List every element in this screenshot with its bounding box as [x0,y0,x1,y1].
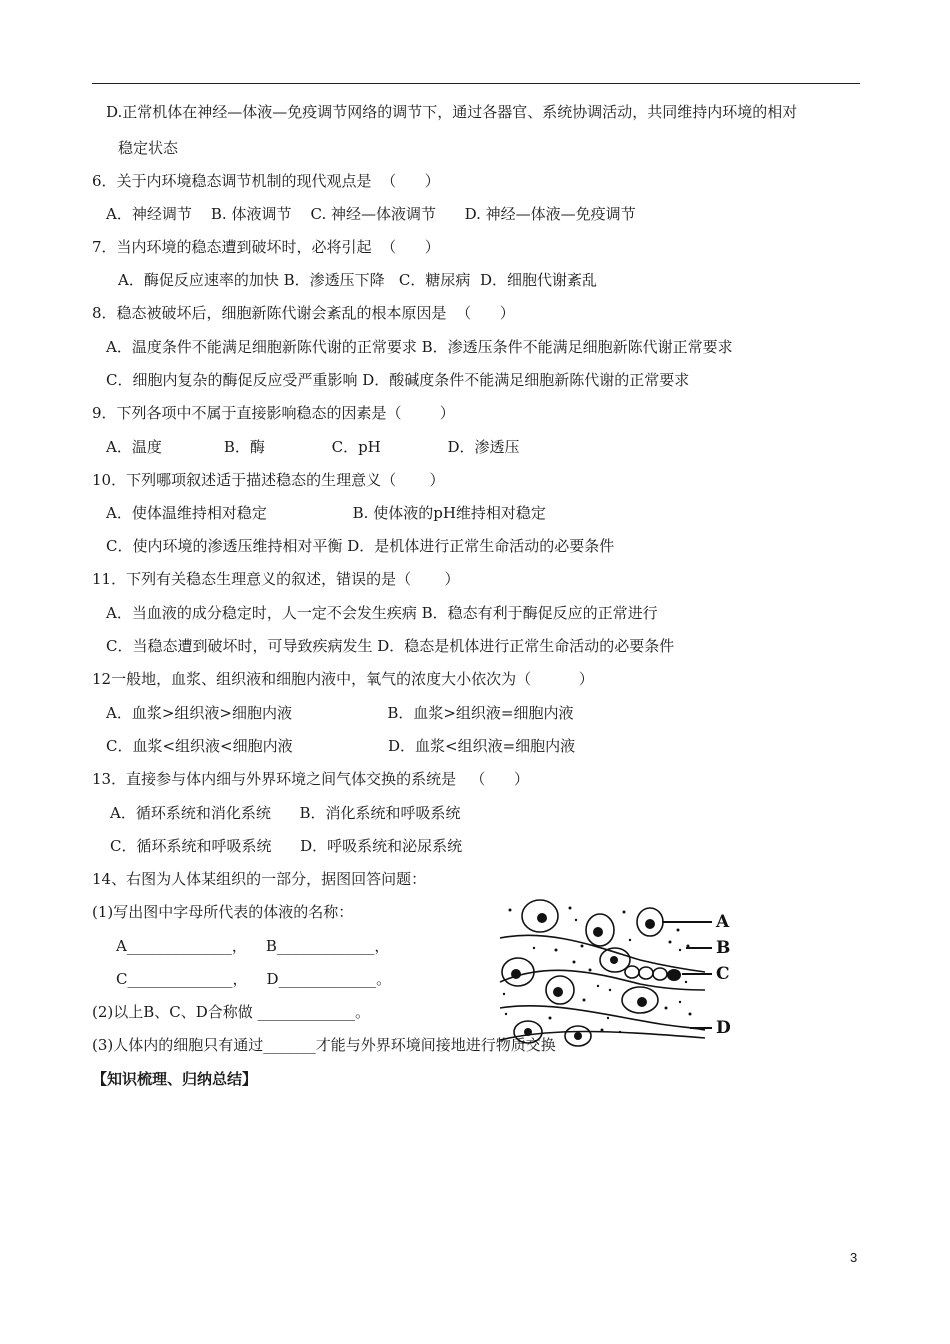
question-11: 11．下列有关稳态生理意义的叙述，错误的是（ ） [92,570,460,588]
options-10-ab: A．使体温维持相对稳定 B. 使体液的pH维持相对稳定 [106,504,546,522]
options-8-ab: A．温度条件不能满足细胞新陈代谢的正常要求 B．渗透压条件不能满足细胞新陈代谢正常要求 [106,338,733,356]
options-11-cd: C．当稳态遭到破坏时，可导致疾病发生 D．稳态是机体进行正常生命活动的必要条件 [106,637,675,655]
question-9: 9．下列各项中不属于直接影响稳态的因素是（ ） [92,404,455,422]
label-a: A [716,912,730,932]
options-12-cd: C．血浆<组织液<细胞内液 D．血浆<组织液=细胞内液 [106,737,576,755]
options-13-cd: C．循环系统和呼吸系统 D．呼吸系统和泌尿系统 [110,837,463,855]
question-8: 8．稳态被破坏后，细胞新陈代谢会紊乱的根本原因是 （ ） [92,304,515,322]
options-12-ab: A．血浆>组织液>细胞内液 B．血浆>组织液=细胞内液 [106,704,574,722]
answer-blank-cd: C______________， D_____________。 [116,970,392,988]
text-line: D.正常机体在神经—体液—免疫调节网络的调节下，通过各器官、系统协调活动，共同维持内环境的相对 [106,103,798,121]
question-14-part3: (3)人体内的细胞只有通过_______才能与外界环境间接地进行物质交换 [92,1036,556,1054]
question-14-part1: (1)写出图中字母所代表的体液的名称： [92,903,354,921]
options-9: A．温度 B．酶 C．pH D．渗透压 [106,438,520,456]
options-7: A．酶促反应速率的加快 B．渗透压下降 C．糖尿病 D．细胞代谢紊乱 [118,271,597,289]
question-7: 7．当内环境的稳态遭到破坏时，必将引起 （ ） [92,238,440,256]
header-rule [92,83,860,84]
question-10: 10．下列哪项叙述适于描述稳态的生理意义（ ） [92,471,445,489]
label-c: C [716,964,730,984]
options-8-cd: C．细胞内复杂的酶促反应受严重影响 D．酸碱度条件不能满足细胞新陈代谢的正常要求 [106,371,690,389]
page-number: 3 [850,1250,858,1265]
question-12: 12一般地，血浆、组织液和细胞内液中，氧气的浓度大小依次为（ ） [92,670,594,688]
answer-blank-ab: A______________， B_____________， [116,937,390,955]
options-6: A．神经调节 B. 体液调节 C. 神经—体液调节 D. 神经—体液—免疫调节 [106,205,636,223]
options-11-ab: A．当血液的成分稳定时，人一定不会发生疾病 B．稳态有利于酶促反应的正常进行 [106,604,658,622]
text-line: 稳定状态 [118,139,179,157]
question-6: 6．关于内环境稳态调节机制的现代观点是 （ ） [92,172,440,190]
question-13: 13．直接参与体内细与外界环境之间气体交换的系统是 （ ） [92,770,530,788]
tissue-diagram [490,890,750,1050]
options-10-cd: C．使内环境的渗透压维持相对平衡 D．是机体进行正常生命活动的必要条件 [106,537,615,555]
options-13-ab: A．循环系统和消化系统 B．消化系统和呼吸系统 [110,804,461,822]
lymph-wall [500,1006,705,1030]
label-d: D [716,1018,731,1038]
question-14: 14、右图为人体某组织的一部分，据图回答问题： [92,870,427,888]
question-14-part2: (2)以上B、C、D合称做 _____________。 [92,1003,371,1021]
label-b: B [716,938,731,958]
section-heading: 【知识梳理、归纳总结】 [92,1070,258,1088]
